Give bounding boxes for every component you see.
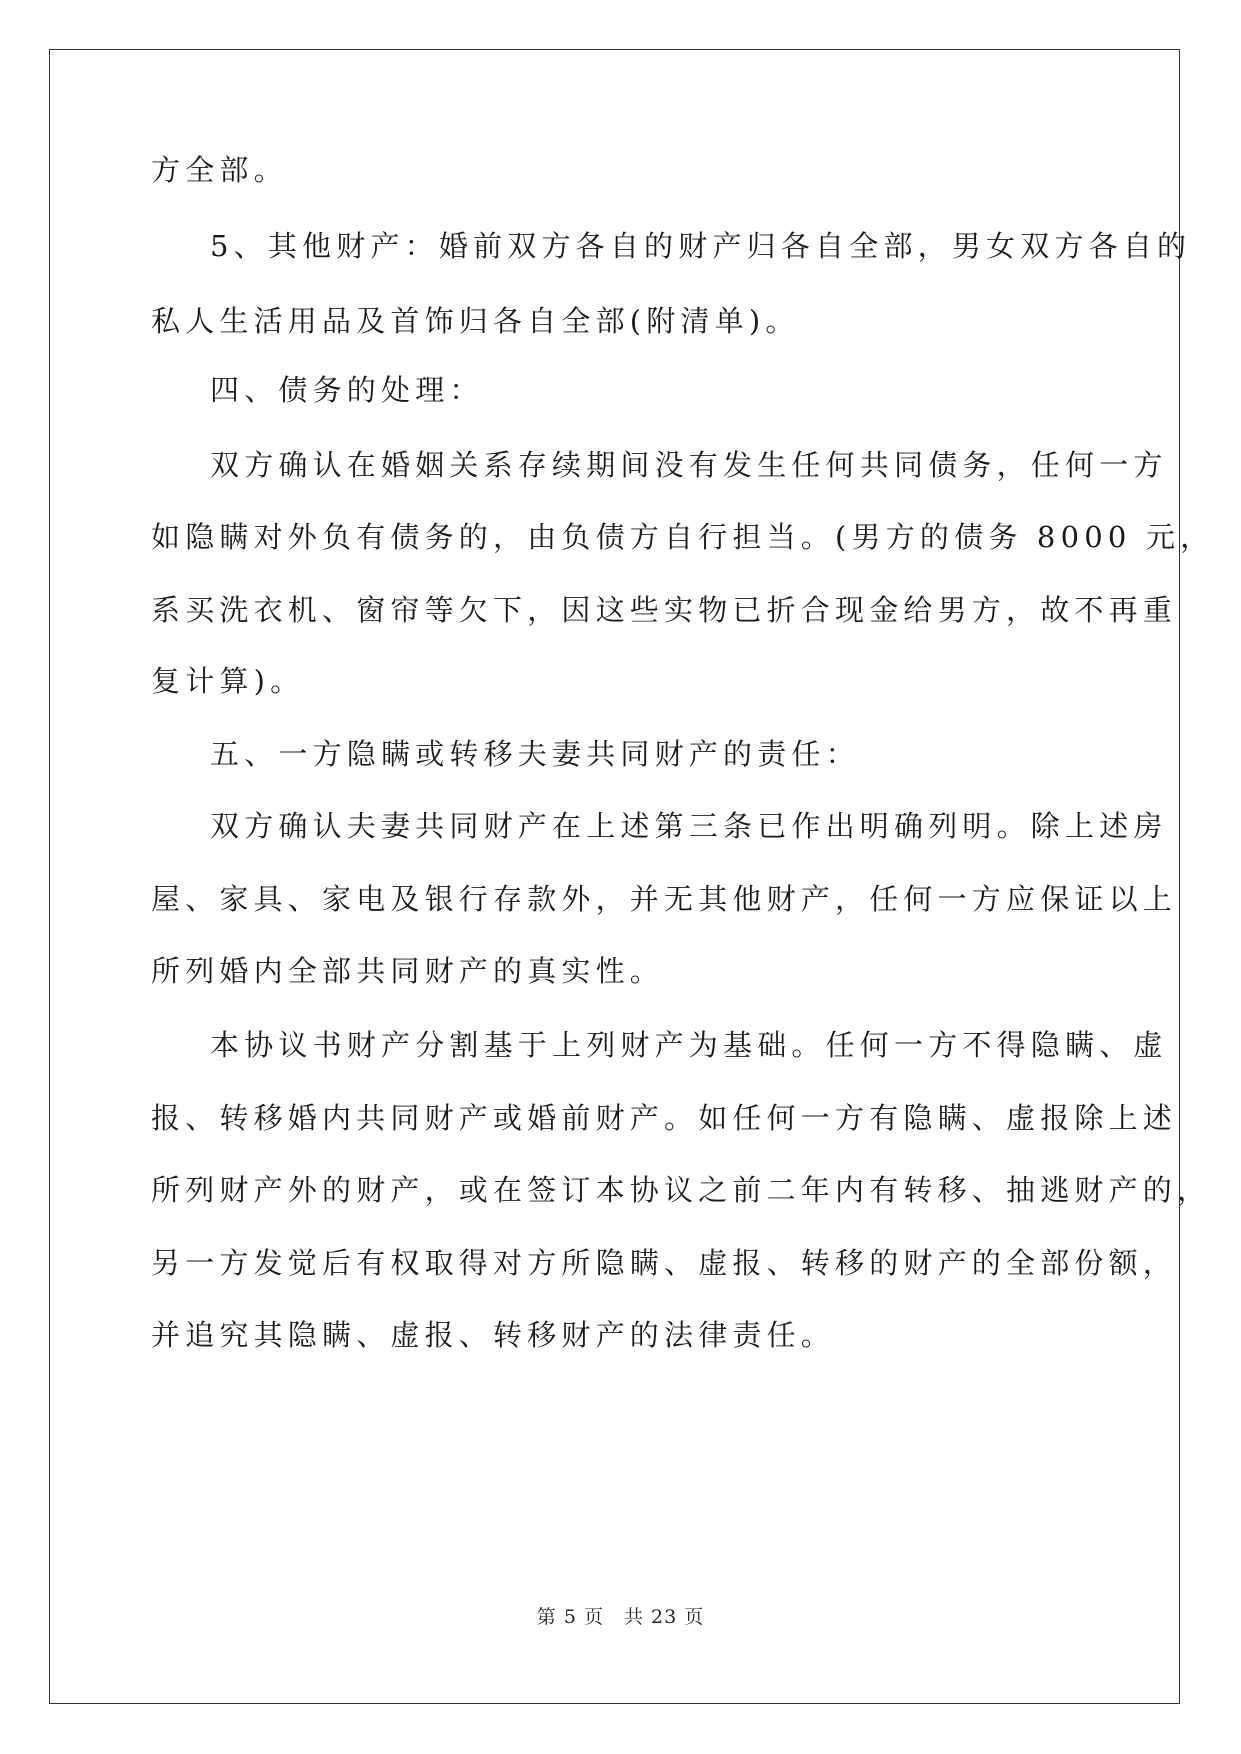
text-line: 所列婚内全部共同财产的真实性。 [151,954,665,988]
text-line: 如隐瞒对外负有债务的，由负债方自行担当。(男方的债务 8000 元， [151,520,1215,554]
page-frame [49,49,1180,1704]
text-line: 系买洗衣机、窗帘等欠下，因这些实物已折合现金给男方，故不再重 [151,593,1178,627]
page-number: 第 5 页 共 23 页 [536,1606,705,1628]
text-line: 报、转移婚内共同财产或婚前财产。如任何一方有隐瞒、虚报除上述 [151,1101,1178,1135]
text-line: 所列财产外的财产，或在签订本协议之前二年内有转移、抽逃财产的， [151,1173,1212,1207]
text-line: 双方确认在婚姻关系存续期间没有发生任何共同债务，任何一方 [210,448,1168,482]
text-line: 私人生活用品及首饰归各自全部(附清单)。 [151,304,800,338]
text-line: 方全部。 [151,153,288,187]
text-line: 复计算)。 [151,664,305,698]
text-line: 5、其他财产：婚前双方各自的财产归各自全部，男女双方各自的 [210,229,1192,263]
text-line: 本协议书财产分割基于上列财产为基础。任何一方不得隐瞒、虚 [210,1028,1168,1062]
section-heading: 五、一方隐瞒或转移夫妻共同财产的责任： [210,737,860,771]
text-line: 屋、家具、家电及银行存款外，并无其他财产，任何一方应保证以上 [151,882,1178,916]
text-line: 双方确认夫妻共同财产在上述第三条已作出明确列明。除上述房 [210,809,1168,843]
section-heading: 四、债务的处理： [210,373,484,407]
text-line: 并追究其隐瞒、虚报、转移财产的法律责任。 [151,1318,836,1352]
text-line: 另一方发觉后有权取得对方所隐瞒、虚报、转移的财产的全部份额， [151,1246,1178,1280]
